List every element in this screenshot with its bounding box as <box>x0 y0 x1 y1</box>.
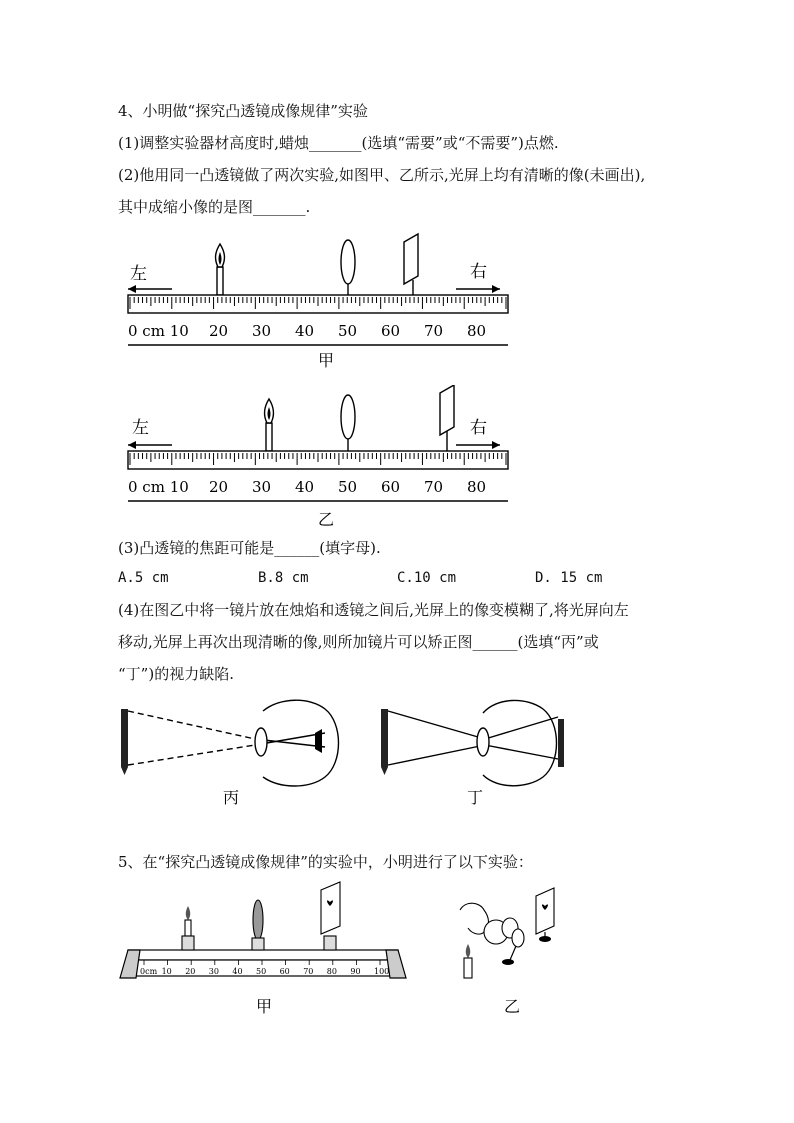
bench-tick-label: 50 <box>256 967 267 976</box>
q4-part3: (3)凸透镜的焦距可能是______(填字母). <box>118 539 381 557</box>
bench-tick-label: 100 <box>374 967 390 976</box>
q5-caption-yi: 乙 <box>504 997 521 1016</box>
bench-left-leg <box>120 950 140 978</box>
ruler-label-20: 20 <box>209 478 229 496</box>
bench-tick-label: 70 <box>303 967 314 976</box>
q4-title: 4、小明做“探究凸透镜成像规律”实验 <box>118 102 368 120</box>
option-a: A.5 cm <box>118 570 169 586</box>
ruler-label-60: 60 <box>381 322 401 340</box>
ruler-label-80: 80 <box>467 322 487 340</box>
figure-caption-jia: 甲 <box>318 351 335 370</box>
candle-icon <box>265 399 274 451</box>
ruler-label-0: 0 cm 10 <box>128 478 189 496</box>
option-d: D. 15 cm <box>535 570 603 586</box>
ruler-label-50: 50 <box>338 322 358 340</box>
bench-tick-label: 40 <box>232 967 243 976</box>
ruler-label-40: 40 <box>295 478 315 496</box>
bench-tick-label: 80 <box>326 967 337 976</box>
bench-tick-label: 0cm <box>140 967 158 976</box>
hand-holding-lens-icon <box>460 903 518 944</box>
right-label: 右 <box>470 418 487 438</box>
ruler-label-80: 80 <box>467 478 487 496</box>
right-label: 右 <box>470 262 487 282</box>
convex-lens-icon <box>252 900 264 950</box>
eye-caption-ding: 丁 <box>467 788 484 807</box>
ruler-label-60: 60 <box>381 478 401 496</box>
q5-caption-jia: 甲 <box>256 997 273 1016</box>
q5-figure-jia <box>118 880 408 1020</box>
convex-lens-icon <box>341 240 355 295</box>
bench-tick-label: 30 <box>208 967 219 976</box>
ruler-label-20: 20 <box>209 322 229 340</box>
candle-icon <box>182 906 194 950</box>
candle-icon <box>464 944 472 978</box>
object-candle-icon <box>381 709 388 775</box>
q4-part2-line2: 其中成缩小像的是图_______. <box>118 198 311 216</box>
q4-part1: (1)调整实验器材高度时,蜡烛_______(选填“需要”或“不需要”)点燃. <box>118 134 559 152</box>
ruler-label-30: 30 <box>252 322 272 340</box>
light-screen-icon <box>440 385 454 451</box>
light-screen-icon <box>321 882 340 950</box>
eye-diagram-ding <box>375 695 605 810</box>
left-label: 左 <box>130 264 147 284</box>
convex-lens-icon <box>341 395 355 451</box>
light-screen-icon <box>404 234 418 295</box>
ruler-label-30: 30 <box>252 478 272 496</box>
eye-diagram-bing <box>115 695 345 810</box>
bench-tick-label: 60 <box>279 967 290 976</box>
ruler-label-70: 70 <box>424 322 444 340</box>
q4-part4-line3: “丁”)的视力缺陷. <box>118 665 234 683</box>
object-candle-icon <box>121 709 128 775</box>
figure-caption-yi: 乙 <box>318 510 335 529</box>
bench-tick-label: 20 <box>185 967 196 976</box>
option-b: B.8 cm <box>258 570 309 586</box>
ruler-label-70: 70 <box>424 478 444 496</box>
ruler-label-40: 40 <box>295 322 315 340</box>
eye-icon <box>477 700 564 785</box>
q5-title: 5、在“探究凸透镜成像规律”的实验中，小明进行了以下实验： <box>118 853 533 871</box>
ruler-label-50: 50 <box>338 478 358 496</box>
q4-part4-line2: 移动,光屏上再次出现清晰的像,则所加镜片可以矫正图______(选填“丙”或 <box>118 633 599 651</box>
q4-part2-line1: (2)他用同一凸透镜做了两次实验,如图甲、乙所示,光屏上均有清晰的像(未画出), <box>118 166 646 184</box>
candle-icon <box>216 244 225 295</box>
left-label: 左 <box>132 418 149 438</box>
bench-tick-label: 10 <box>161 967 172 976</box>
q4-part4-line1: (4)在图乙中将一镜片放在烛焰和透镜之间后,光屏上的像变模糊了,将光屏向左 <box>118 601 629 619</box>
bench-tick-label: 90 <box>350 967 361 976</box>
eye-caption-bing: 丙 <box>223 788 240 807</box>
q5-figure-yi <box>450 880 590 1020</box>
light-screen-icon <box>536 888 554 942</box>
option-c: C.10 cm <box>397 570 457 586</box>
figure-jia <box>120 232 515 372</box>
figure-yi <box>120 385 515 530</box>
ruler-label-0: 0 cm 10 <box>128 322 189 340</box>
